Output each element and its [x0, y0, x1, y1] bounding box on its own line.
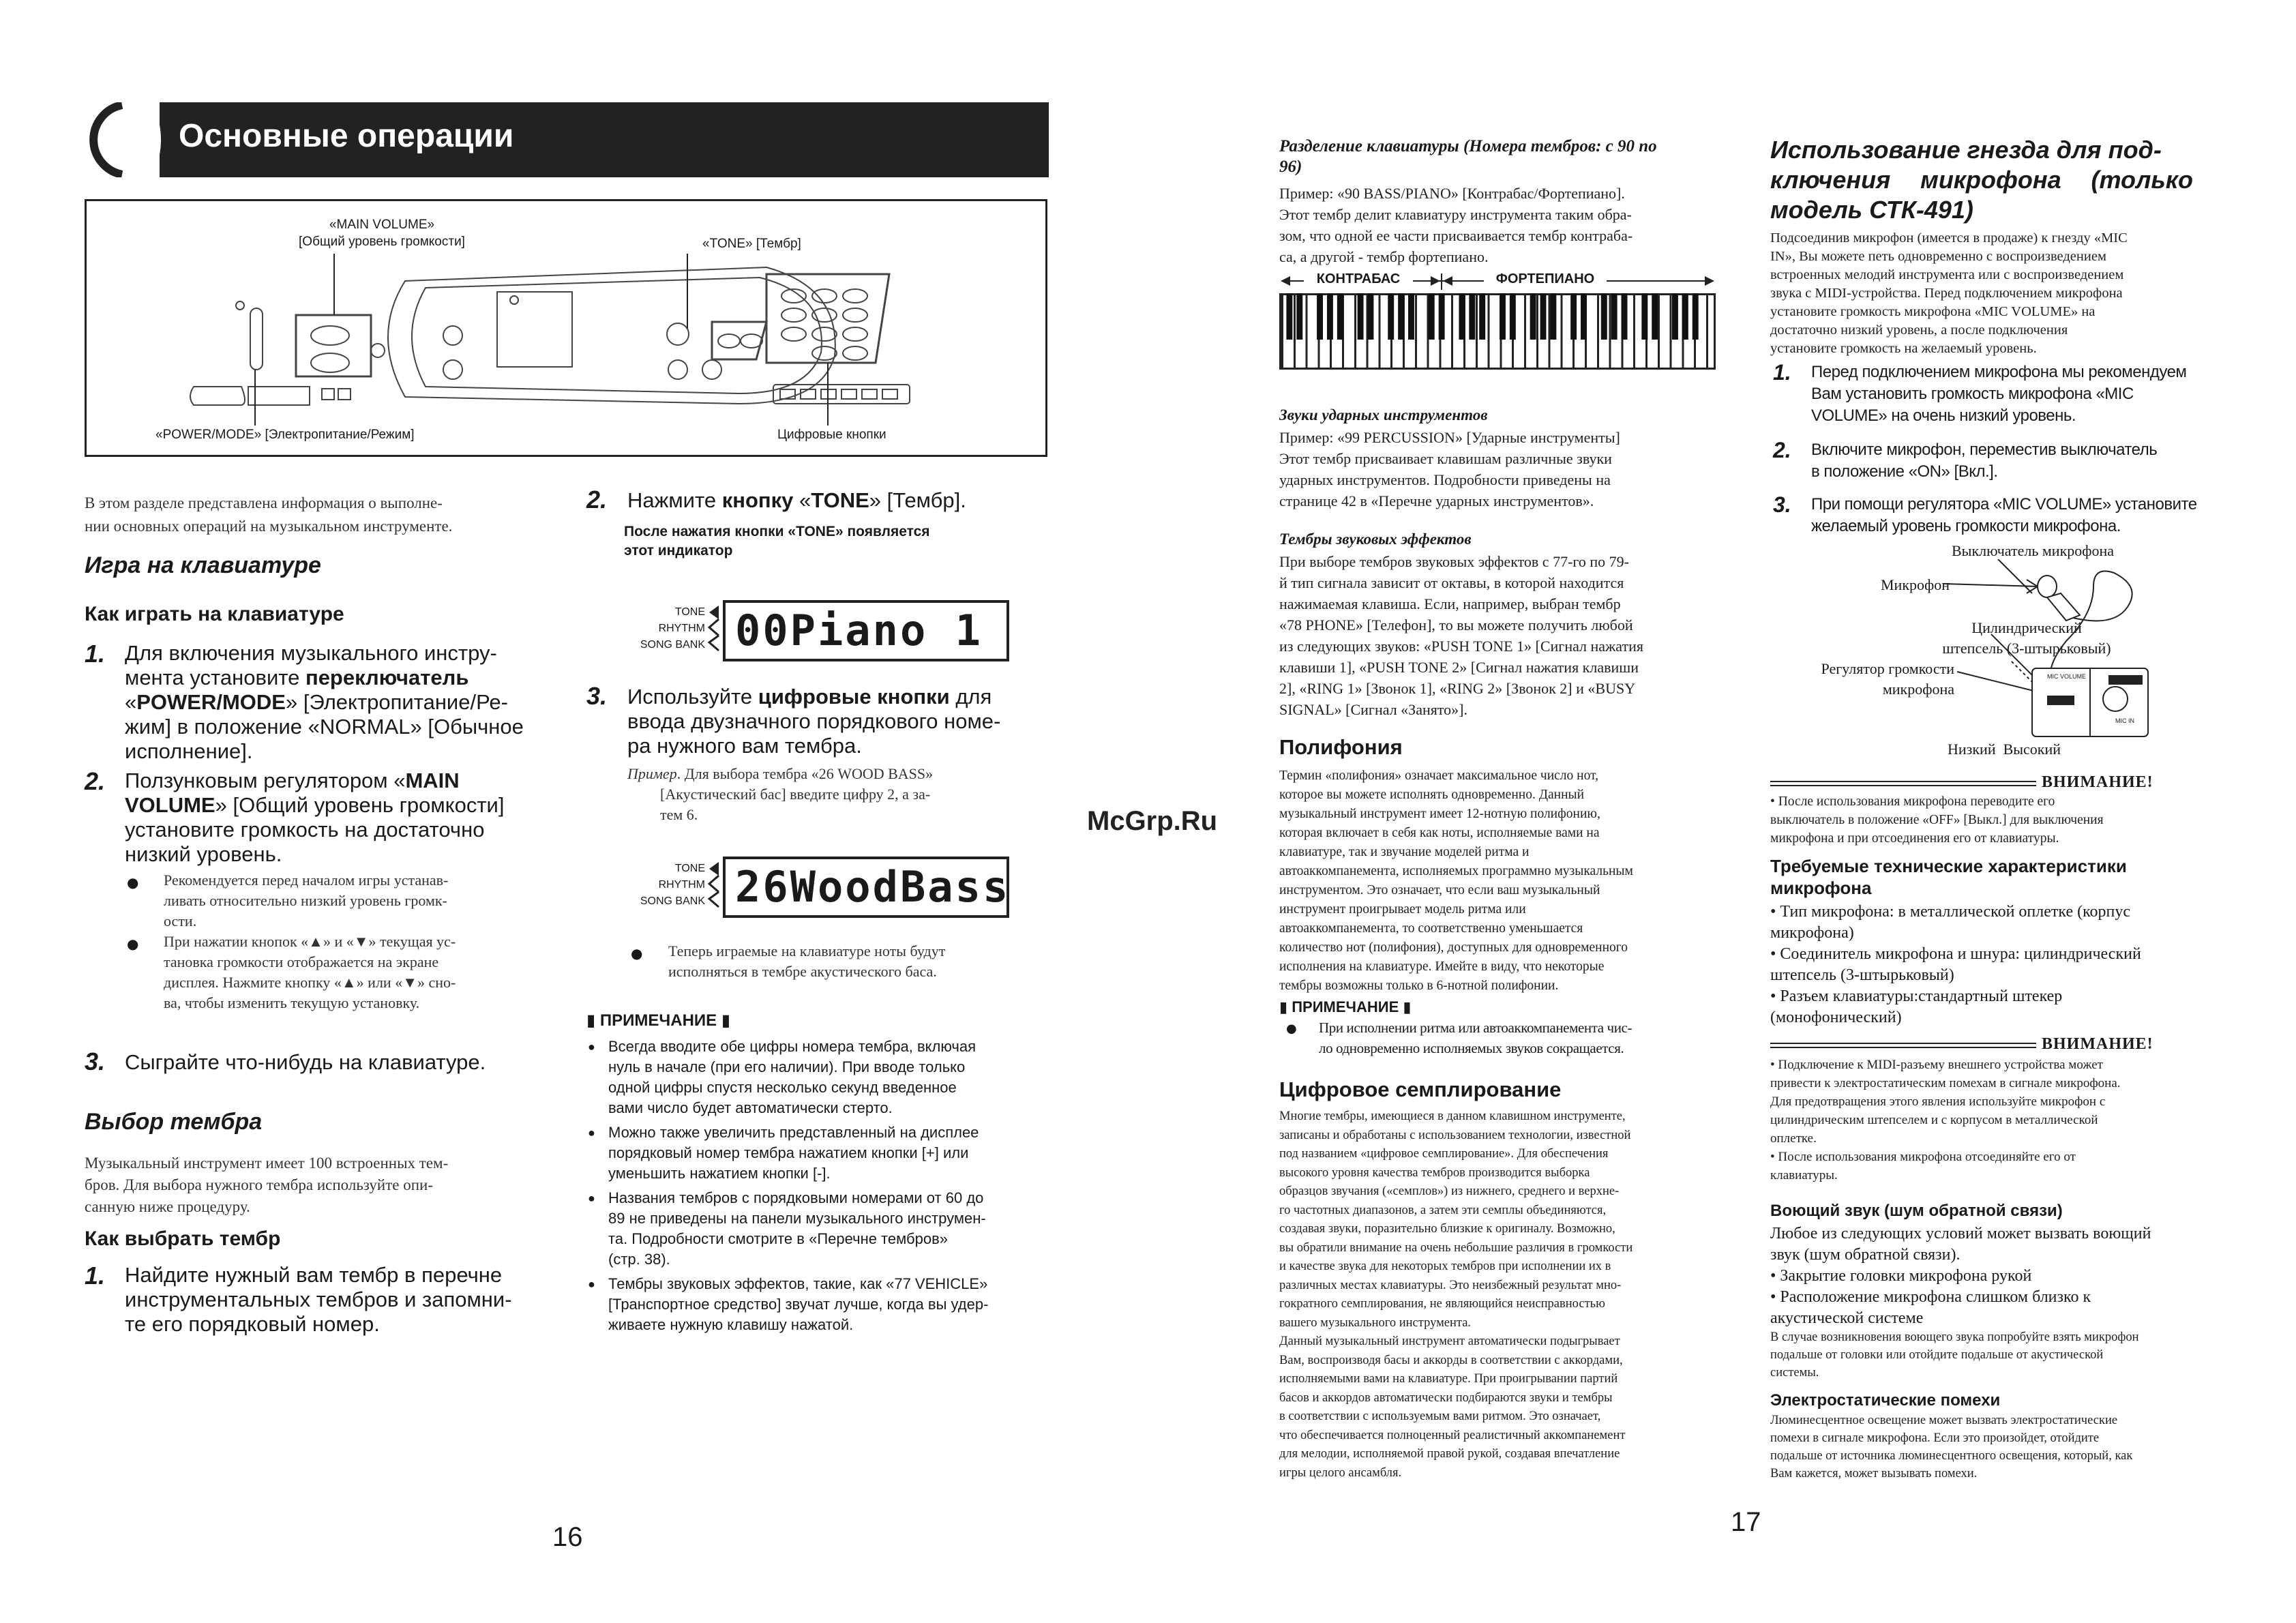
text-line: клавиатуры.	[1770, 1168, 1838, 1182]
black-key	[1398, 293, 1404, 340]
main-volume-label: «MAIN VOLUME»	[329, 218, 435, 232]
subheading: Цифровое семплирование	[1279, 1077, 1562, 1101]
notes-list	[586, 1037, 1050, 1339]
caption: После нажатия кнопки «TONE» появляется этот индикатор	[624, 524, 930, 559]
text-line: количество нот (полифония), доступных для одновременного	[1279, 940, 1628, 955]
microphone-illustration	[1868, 559, 2155, 743]
text-line: • Разъем клавиатуры:стандартный штекер	[1770, 987, 2063, 1005]
black-key	[1296, 293, 1302, 340]
step-number: 1.	[85, 640, 106, 668]
text-line: го частотных диапазонов, а затем эти семплы объединяются,	[1279, 1203, 1607, 1217]
note-text: При исполнении ритма или автоаккомпанемента чис- ло одновременно исполняемых звуков сокращается.	[1319, 1019, 1632, 1056]
step-text: Включите микрофон, переместив выключатель в положение «ON» [Вкл.].	[1811, 441, 2158, 481]
section-heading: Выбор тембра	[85, 1109, 263, 1135]
note-line: одной цифры спустя несколько секунд введенное	[608, 1079, 957, 1096]
text-line: подальше от источника люминесцентного освещения, который, как	[1770, 1449, 2133, 1463]
text-line: вашего музыкального инструмента.	[1279, 1315, 1472, 1330]
paragraph	[1279, 551, 1729, 720]
attention-heading: ВНИМАНИЕ!	[2042, 773, 2153, 791]
black-key	[1500, 293, 1506, 340]
text-line: установите громкость на желаемый уровень.	[1770, 341, 2037, 356]
note-line: 89 не приведены на панели музыкального инструмен-	[608, 1210, 986, 1227]
tone-label: «TONE» [Тембр]	[702, 237, 801, 251]
lcd-display: 00Piano 1	[723, 600, 1009, 661]
black-key	[1570, 293, 1577, 340]
note-line: та. Подробности смотрите в «Перечне тембров»	[608, 1230, 948, 1247]
mic-switch-label: Выключатель микрофона	[1952, 542, 2115, 559]
text-line: клавиатуре, так и звучание моделей ритма и	[1279, 845, 1530, 859]
black-key	[1641, 293, 1648, 340]
power-mode-label: «POWER/MODE» [Электропитание/Режим]	[155, 428, 415, 442]
paragraph: Пример: «99 PERCUSSION» [Ударные инструменты] Этот тембр присваивает клавишам различные звуки ударных инструментов. Подробности приведены на странице 42 в «Перечне ударных инструментов».	[1279, 429, 1620, 509]
black-key	[1479, 293, 1485, 340]
black-key	[1327, 293, 1333, 340]
note-item	[586, 1274, 1050, 1335]
text-line: • После использования микрофона отсоединяйте его от	[1770, 1150, 2076, 1164]
paragraph	[1770, 1412, 2193, 1483]
keyboard-piano-label: ФОРТЕПИАНО	[1495, 271, 1595, 286]
text-line: «78 PHONE» [Телефон], то вы можете получить любой	[1279, 616, 1633, 634]
black-key	[1317, 293, 1323, 340]
paragraph	[1279, 1107, 1729, 1483]
note-line: [Транспортное средство] звучат лучше, когда вы удер-	[608, 1296, 989, 1313]
bullet-icon: ●	[588, 1040, 595, 1054]
text-line: Для предотвращения этого явления используйте микрофон с	[1770, 1095, 2106, 1109]
bullet-icon: ●	[588, 1126, 595, 1140]
black-key	[1693, 293, 1699, 340]
note-line: живаете нужную клавишу нажатой.	[608, 1316, 854, 1333]
split-heading: Разделение клавиатуры (Номера тембров: с 90 по 96)	[1279, 137, 1657, 176]
text-line: звука с MIDI-устройства. Перед подключением микрофона	[1770, 286, 2123, 301]
text-line: й тип сигнала зависит от октавы, в которой находится	[1279, 574, 1624, 591]
step-number: 2.	[586, 486, 608, 513]
step-number: 3.	[85, 1047, 106, 1075]
intro-line: нии основных операций на музыкальном инструменте.	[85, 518, 453, 535]
step-number: 1.	[85, 1262, 106, 1290]
text-line: (монофонический)	[1770, 1009, 1902, 1026]
bullet-icon: ●	[127, 874, 139, 891]
requirements-list	[1770, 902, 2193, 1028]
text-line: автоаккомпанемента, исполняемых программно музыкальным	[1279, 864, 1633, 878]
black-key	[1652, 293, 1658, 340]
text-line: Вам, воспроизводя басы и аккорды в соответствии с аккордами,	[1279, 1353, 1623, 1367]
black-key	[1510, 293, 1516, 340]
note-line: уменьшить нажатием кнопки [-].	[608, 1165, 831, 1182]
example-text: Пример. Для выбора тембра «26 WOOD BASS» [Акустический бас] введите цифру 2, а за- тем 6.	[627, 765, 934, 823]
text-line: Термин «полифония» означает максимальное число нот,	[1279, 769, 1598, 783]
paragraph	[1770, 1328, 2193, 1382]
text-line: акустической системе	[1770, 1309, 1924, 1327]
plug-label: Цилиндрический штепсель (3-штырьковый)	[1942, 619, 2111, 657]
main-volume-sublabel: [Общий уровень громкости]	[299, 235, 465, 249]
step-number: 1.	[1773, 360, 1791, 385]
page-title: Основные операции	[179, 118, 514, 154]
black-key	[1429, 293, 1435, 340]
text-line: • Подключение к MIDI-разъему внешнего устройства может	[1770, 1058, 2103, 1072]
step-text: Сыграйте что-нибудь на клавиатуре.	[125, 1050, 486, 1074]
text-line: SIGNAL» [Сигнал «Занято»].	[1279, 701, 1467, 718]
text-line: которая включает в себя как ноты, исполняемые вами на	[1279, 826, 1600, 840]
keyboard-bass-label: КОНТРАБАС	[1316, 271, 1401, 286]
text-line: 2], «RING 1» [Звонок 1], «RING 2» [Звонок 2] и «BUSY	[1279, 680, 1636, 697]
subheading: Звуки ударных инструментов	[1279, 406, 1488, 423]
subheading: Электростатические помехи	[1770, 1391, 2001, 1410]
keyboard-black-keys	[1279, 293, 1716, 370]
text-line: различных местах клавиатуры. Это неизбежный результат мно-	[1279, 1278, 1622, 1292]
text-line: исполнения на клавиатуре. Имейте в виду, что некоторые	[1279, 959, 1605, 974]
text-line: в соответствии с используемым вами ритмом. Это означает,	[1279, 1410, 1601, 1423]
text-line: автоаккомпанемента, то соответственно уменьшается	[1279, 921, 1583, 936]
step-text: Для включения музыкального инстру- мента установите переключатель «POWER/MODE» [Электропитание/Ре- жим] в положение «NORMAL» [Обычное исполнение].	[125, 641, 524, 763]
low-high-label: Низкий Высокий	[1948, 741, 2061, 758]
text-line: помехи в сигнале микрофона. Если это произойдет, отойдите	[1770, 1431, 2100, 1445]
text-line: для мелодии, исполняемой правой рукой, создавая впечатление	[1279, 1447, 1620, 1461]
page-number: 16	[552, 1522, 583, 1552]
text-line: которое вы можете исполнять одновременно. Данный	[1279, 788, 1585, 802]
note-line: порядковый номер тембра нажатием кнопки [+] или	[608, 1144, 969, 1161]
section-heading: Игра на клавиатуре	[85, 552, 321, 578]
text-line: цилиндрическим штепселем и с корпусом в металлической	[1770, 1113, 2098, 1127]
lcd-labels: TONE RHYTHM SONG BANK	[640, 863, 705, 907]
note-item	[586, 1188, 1050, 1270]
text-line: записаны и обработаны с использованием технологии, известной	[1279, 1128, 1631, 1142]
bullet-icon: ●	[127, 936, 139, 952]
text-line: тембры возможны только в 6-нотной полифонии.	[1279, 979, 1559, 993]
step-number: 2.	[1773, 438, 1791, 462]
step-text: Найдите нужный вам тембр в перечне инструментальных тембров и запомни- те его порядковый номер.	[125, 1263, 512, 1336]
text-line: гократного семплирования, не являющийся неисправностью	[1279, 1297, 1605, 1311]
text-line: инструментом. Это означает, что если ваш музыкальный	[1279, 883, 1600, 897]
black-key	[1358, 293, 1364, 340]
note-heading: ▮ ПРИМЕЧАНИЕ ▮	[1279, 998, 1412, 1015]
step-text: Перед подключением микрофона мы рекомендуем Вам установить громкость микрофона «MIC VOLUME» на очень низкий уровень.	[1811, 363, 2187, 425]
text-line: • Закрытие головки микрофона рукой	[1770, 1267, 2032, 1285]
text-line: создавая звуки, поразительно близкие к оригиналу. Возможно,	[1279, 1222, 1615, 1236]
text-line: встроенных мелодий инструмента или с воспроизведением	[1770, 267, 2124, 282]
text-line: инструмент проигрывает модель ритма или	[1279, 902, 1526, 917]
lcd-labels: TONE RHYTHM SONG BANK	[640, 606, 705, 651]
attention-text	[1770, 1056, 2193, 1185]
black-key	[1367, 293, 1373, 340]
text-line: вы обратили внимание на очень небольшие различия в громкости	[1279, 1240, 1633, 1255]
text-line: • Расположение микрофона слишком близко к	[1770, 1288, 2091, 1306]
bullet-icon: ●	[631, 945, 643, 962]
svg-text:MIC VOLUME: MIC VOLUME	[2047, 673, 2087, 680]
text-line: микрофона и при отсоединения его от клавиатуры.	[1770, 831, 2059, 846]
note-line: Названия тембров с порядковыми номерами от 60 до	[608, 1189, 984, 1206]
subsection-heading: Как выбрать тембр	[85, 1227, 281, 1250]
svg-text:MIC IN: MIC IN	[2115, 717, 2134, 724]
text-line: звук (шум обратной связи).	[1770, 1246, 1960, 1264]
note-item	[586, 1122, 1050, 1184]
paragraph: Пример: «90 BASS/PIANO» [Контрабас/Фортепиано]. Этот тембр делит клавиатуру инструмента таким обра- зом, что одной ее части присваивается тембр контраба- са, а другой - тембр фортепиано.	[1279, 185, 1633, 265]
paragraph	[1279, 766, 1729, 996]
mic-heading: Использование гнезда для под- ключения микрофона (только модель СТК-491)	[1770, 136, 2193, 224]
text-line: Подсоединив микрофон (имеется в продаже) к гнезду «MIC	[1770, 230, 2128, 245]
black-key	[1581, 293, 1587, 340]
black-key	[1469, 293, 1475, 340]
text-line: • После использования микрофона переводите его	[1770, 794, 2055, 809]
page-number: 17	[1731, 1507, 1761, 1537]
black-key	[1388, 293, 1394, 340]
black-key	[1601, 293, 1607, 340]
text-line: Вам кажется, может вызывать помехи.	[1770, 1467, 1978, 1480]
black-key	[1286, 293, 1292, 340]
text-line: микрофона)	[1770, 924, 1854, 942]
intro-line: В этом разделе представлена информация о выполне-	[85, 494, 443, 511]
note-line: (стр. 38).	[608, 1251, 670, 1268]
black-key	[1682, 293, 1688, 340]
text-line: высокого уровня качества тембров производится выборка	[1279, 1165, 1590, 1180]
text-line: оплетке.	[1770, 1131, 1817, 1146]
text-line: исполняемыми вами на клавиатуре. При проигрывании партий	[1279, 1372, 1618, 1386]
lcd-display: 26WoodBass	[723, 857, 1009, 918]
note-line: вами число будет автоматически стерто.	[608, 1099, 893, 1116]
step-text: При помощи регулятора «MIC VOLUME» установите желаемый уровень громкости микрофона.	[1811, 495, 2197, 535]
paragraph	[1770, 1223, 2193, 1329]
step-number: 3.	[586, 682, 608, 710]
step-text: Нажмите кнопку «TONE» [Тембр].	[627, 488, 966, 512]
subheading: Полифония	[1279, 735, 1403, 759]
text-line: что обеспечивается полноценный реалистичный аккомпанемент	[1279, 1428, 1626, 1442]
lcd-indicator-icon	[706, 604, 724, 652]
text-line: музыкальный инструмент имеет 12-нотную полифонию,	[1279, 807, 1600, 821]
attention-text	[1770, 792, 2193, 848]
text-line: и качестве звука для некоторых тембров при исполнении их в	[1279, 1260, 1611, 1273]
text-line: образцов звучания («семплов») из нижнего, среднего и верхне-	[1279, 1185, 1620, 1198]
black-key	[1408, 293, 1414, 340]
digit-buttons-label: Цифровые кнопки	[777, 428, 886, 442]
watermark: McGrp.Ru	[1087, 806, 1218, 836]
subheading: Тембры звуковых эффектов	[1279, 531, 1472, 548]
note-line: Можно также увеличить представленный на дисплее	[608, 1124, 979, 1141]
bullet-icon: ●	[588, 1277, 595, 1291]
text-line: штепсель (3-штырьковый)	[1770, 966, 1954, 984]
step-text: Используйте цифровые кнопки для ввода двузначного порядкового номе- ра нужного вам тембра.	[627, 685, 1001, 758]
note-line: Тембры звуковых эффектов, такие, как «77 VEHICLE»	[608, 1275, 988, 1292]
black-key	[1459, 293, 1465, 340]
text-line: Люминесцентное освещение может вызвать электростатические	[1770, 1414, 2118, 1427]
bullet-icon: ●	[1286, 1022, 1297, 1036]
text-line: из следующих звуков: «PUSH TONE 1» [Сигнал нажатия	[1279, 638, 1643, 655]
note-line: нуль в начале (при его наличии). При вводе только	[608, 1058, 966, 1075]
text-line: подальше от головки или отойдите подальше от акустической	[1770, 1348, 2104, 1362]
text-line: игры целого ансамбля.	[1279, 1465, 1402, 1480]
volume-regulator-label: Регулятор громкости микрофона	[1821, 660, 1954, 698]
text-line: привести к электростатическим помехам в сигнале микрофона.	[1770, 1076, 2121, 1090]
black-key	[1611, 293, 1617, 340]
text-line: Данный музыкальный инструмент автоматически подыгрывает	[1279, 1335, 1620, 1348]
instrument-panel-drawing	[85, 199, 1047, 457]
black-key	[1337, 293, 1343, 340]
black-key	[1439, 293, 1445, 340]
note-line: Всегда вводите обе цифры номера тембра, включая	[608, 1038, 976, 1055]
black-key	[1530, 293, 1536, 340]
subheading: Воющий звук (шум обратной связи)	[1770, 1202, 2063, 1220]
text-line: басов и аккордов автоматически подбираются звуки и тембры	[1279, 1390, 1613, 1405]
text-line: достаточно низкий уровень, а после подключения	[1770, 323, 2068, 338]
attention-heading: ВНИМАНИЕ!	[2042, 1035, 2153, 1053]
black-key	[1622, 293, 1628, 340]
subheading: Требуемые технические характеристики микрофона	[1770, 856, 2127, 898]
note-heading: ▮ ПРИМЕЧАНИЕ ▮	[586, 1011, 731, 1030]
banner-arc-icon	[85, 102, 180, 177]
step-text: Ползунковым регулятором «MAIN VOLUME» [Общий уровень громкости] установите громкость на достаточно низкий уровень.	[125, 769, 505, 866]
black-key	[1672, 293, 1678, 340]
text-line: Многие тембры, имеющиеся в данном клавишном инструменте,	[1279, 1110, 1626, 1123]
lcd-indicator-icon	[706, 861, 724, 908]
note-item	[586, 1037, 1050, 1118]
text-line: под названием «цифровое семплирование». Для обеспечения	[1279, 1147, 1609, 1161]
bullet-text: При нажатии кнопок «▲» и «▼» текущая ус- тановка громкости отображается на экране дисплея. Нажмите кнопку «▲» или «▼» сно- ва, чтобы изменить текущую установку.	[164, 933, 456, 1011]
text-line: нажимаемая клавиша. Если, например, выбран тембр	[1279, 595, 1621, 612]
bullet-text: Рекомендуется перед началом игры устанав- ливать относительно низкий уровень громк- ости.	[164, 872, 449, 929]
text-line: • Тип микрофона: в металлической оплетке (корпус	[1770, 903, 2131, 921]
paragraph	[1770, 229, 2193, 358]
text-line: При выборе тембров звуковых эффектов с 77-го по 79-	[1279, 553, 1629, 570]
mic-label: Микрофон	[1881, 576, 1950, 593]
text-line: установите громкость микрофона «MIC VOLUME» на	[1770, 304, 2096, 319]
text-line: • Соединитель микрофона и шнура: цилиндрический	[1770, 945, 2141, 963]
text-line: клавиши 1], «PUSH TONE 2» [Сигнал нажатия клавиши	[1279, 659, 1639, 676]
step-number: 2.	[85, 767, 106, 795]
text-line: системы.	[1770, 1366, 1819, 1380]
bullet-text: Теперь играемые на клавиатуре ноты будут исполняться в тембре акустического баса.	[668, 942, 946, 980]
text-line: IN», Вы можете петь одновременно с воспроизведением	[1770, 249, 2106, 264]
paragraph: Музыкальный инструмент имеет 100 встроенных тем- бров. Для выбора нужного тембра используйте опи- санную ниже процедуру.	[85, 1155, 449, 1215]
bullet-icon: ●	[588, 1191, 595, 1205]
step-number: 3.	[1773, 492, 1791, 517]
text-line: выключатель в положение «OFF» [Выкл.] для выключения	[1770, 813, 2104, 827]
text-line: Любое из следующих условий может вызвать воющий	[1770, 1225, 2151, 1242]
black-key	[1550, 293, 1556, 340]
black-key	[1540, 293, 1547, 340]
subsection-heading: Как играть на клавиатуре	[85, 603, 344, 625]
text-line: В случае возникновения воющего звука попробуйте взять микрофон	[1770, 1330, 2139, 1344]
